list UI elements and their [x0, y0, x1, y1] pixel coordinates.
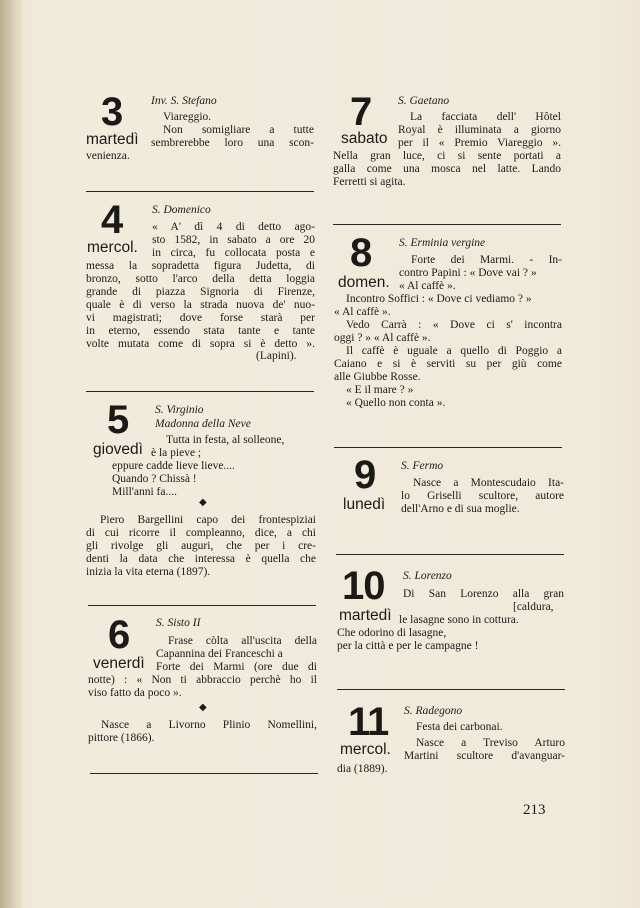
- text-line: Festa dei carbonai.: [416, 721, 503, 733]
- saint-name: S. Gaetano: [398, 95, 450, 107]
- day-number: 9: [354, 453, 376, 497]
- text-line: vi magistrati; dove forse starà per: [86, 312, 315, 324]
- text-line: sembrerebbe loro una scon-: [151, 137, 314, 149]
- text-line: eppure cadde lieve lieve....: [112, 460, 235, 472]
- book-spine: [0, 0, 22, 908]
- feast-name: Madonna della Neve: [155, 418, 251, 430]
- text-line: in circa, fu collocata posta e: [152, 247, 315, 259]
- text-line: Nasce a Montescudaio Ita-: [413, 477, 564, 489]
- text-line: Nasce a Treviso Arturo: [416, 737, 565, 749]
- weekday: sabato: [341, 130, 388, 147]
- saint-name: Inv. S. Stefano: [151, 95, 217, 107]
- day-number: 3: [101, 90, 123, 134]
- saint-name: S. Radegono: [404, 705, 463, 717]
- day-number: 6: [108, 613, 130, 657]
- day-number: 7: [350, 90, 372, 134]
- separator-line: [337, 689, 565, 690]
- text-line: per il « Premio Viareggio ».: [398, 137, 561, 149]
- text-line: Vedo Carrà : « Dove ci s' incontra: [346, 319, 562, 331]
- saint-name: S. Domenico: [152, 204, 211, 216]
- text-line: « Al caffè ».: [399, 280, 456, 292]
- weekday: martedì: [339, 607, 392, 624]
- weekday: venerdì: [93, 655, 145, 672]
- diamond-ornament-icon: ◆: [199, 702, 207, 713]
- text-line: gli rivolge gli auguri, che per i cre-: [86, 540, 316, 552]
- text-line: Forte dei Marmi. - In-: [411, 254, 562, 266]
- text-line: dell'Arno e di sua moglie.: [401, 503, 520, 515]
- text-line: Il caffè è uguale a quello di Poggio a: [346, 345, 562, 357]
- text-line: dia (1889).: [337, 763, 388, 775]
- text-line: in eterno, essendo stata tante e tante: [86, 325, 315, 337]
- text-line: per la città e per le campagne !: [337, 640, 479, 652]
- separator-line: [86, 191, 314, 192]
- weekday: giovedì: [93, 441, 143, 458]
- text-line: Quando ? Chissà !: [112, 473, 197, 485]
- separator-line: [86, 391, 314, 392]
- text-line: Capannina dei Franceschi a: [156, 648, 283, 660]
- text-line: Nasce a Livorno Plinio Nomellini,: [101, 719, 317, 731]
- text-line: volte mutata come di sopra si è detto ».: [86, 338, 315, 350]
- text-line: Che odorino di lasagne,: [337, 627, 447, 639]
- weekday: mercol.: [340, 741, 391, 758]
- weekday: martedì: [86, 131, 139, 148]
- text-line: inizia la vita eterna (1897).: [86, 566, 211, 578]
- text-line: Di San Lorenzo alla gran: [403, 588, 564, 600]
- text-line: è la pieve ;: [151, 447, 202, 459]
- text-line: Nella gran luce, ci si sente portati a: [333, 150, 561, 162]
- text-line: Incontro Soffici : « Dove ci vediamo ? »: [346, 293, 532, 305]
- text-line: Viareggio.: [163, 111, 212, 123]
- text-line: oggi ? » « Al caffè ».: [334, 332, 431, 344]
- text-line: venienza.: [86, 150, 130, 162]
- text-line: bronzo, sotto l'arco della detta loggia: [86, 273, 315, 285]
- separator-line: [334, 447, 562, 448]
- text-line: Frase còlta all'uscita della: [168, 635, 317, 647]
- text-line: Non somigliare a tutte: [163, 124, 314, 136]
- text-line: « Quello non conta ».: [346, 397, 446, 409]
- text-line: lo Griselli scultore, autore: [401, 490, 564, 502]
- text-line: le lasagne sono in cottura.: [399, 614, 519, 626]
- page-number: 213: [523, 802, 546, 818]
- text-line: grande di piazza Signoria di Firenze,: [86, 286, 315, 298]
- day-number: 10: [342, 564, 385, 608]
- text-line: « E il mare ? »: [346, 384, 414, 396]
- text-line: « A' dì 4 di detto ago-: [152, 221, 315, 233]
- saint-name: S. Erminia vergine: [399, 237, 486, 249]
- text-line: galla come una mosca nel latte. Lando: [333, 163, 561, 175]
- day-number: 4: [101, 198, 123, 242]
- text-line: Royal è illuminata a giorno: [398, 124, 561, 136]
- text-line: di cui ricorre il compleanno, dice, a chi: [86, 527, 316, 539]
- text-line: « Al caffè ».: [334, 306, 391, 318]
- text-line: messa la sopradetta figura Judetta, di: [86, 260, 315, 272]
- text-line: contro Papini : « Dove vai ? »: [399, 267, 537, 279]
- saint-name: S. Fermo: [401, 460, 444, 472]
- day-number: 11: [348, 700, 389, 744]
- day-number: 8: [350, 231, 372, 275]
- text-line: alle Giubbe Rosse.: [334, 371, 421, 383]
- diamond-ornament-icon: ◆: [199, 497, 207, 508]
- separator-line: [90, 773, 318, 774]
- text-line: Piero Bargellini capo dei frontespiziai: [100, 514, 316, 526]
- text-line: La facciata dell' Hôtel: [410, 111, 561, 123]
- weekday: mercol.: [87, 239, 138, 256]
- text-line: quale è di verso la strada nuova de' nuo-: [86, 299, 315, 311]
- separator-line: [336, 554, 564, 555]
- day-number: 5: [107, 398, 129, 442]
- text-line: pittore (1866).: [88, 732, 155, 744]
- separator-line: [333, 224, 561, 225]
- text-line: Martini scultore d'avanguar-: [404, 750, 565, 762]
- weekday: lunedì: [343, 496, 386, 513]
- text-line: Forte dei Marmi (ore due di: [156, 661, 317, 673]
- saint-name: S. Lorenzo: [403, 570, 452, 582]
- text-line: Ferretti si agita.: [333, 176, 406, 188]
- saint-name: S. Sisto II: [156, 617, 201, 629]
- text-line: viso fatto da poco ».: [88, 687, 182, 699]
- saint-name: S. Virginio: [155, 404, 204, 416]
- text-line: Tutta in festa, al solleone,: [166, 434, 285, 446]
- text-line: Mill'anni fa....: [112, 486, 177, 498]
- citation: (Lapini).: [256, 350, 297, 362]
- text-line: Caiano e si è serviti su per giù come: [334, 358, 562, 370]
- text-line: [caldura,: [513, 601, 554, 613]
- text-line: notte) : « Non ti abbraccio perchè ho il: [88, 674, 317, 686]
- separator-line: [88, 605, 316, 606]
- weekday: domen.: [338, 274, 390, 291]
- text-line: sto 1582, in sabato a ore 20: [152, 234, 315, 246]
- text-line: denti la data che interessa è quella che: [86, 553, 316, 565]
